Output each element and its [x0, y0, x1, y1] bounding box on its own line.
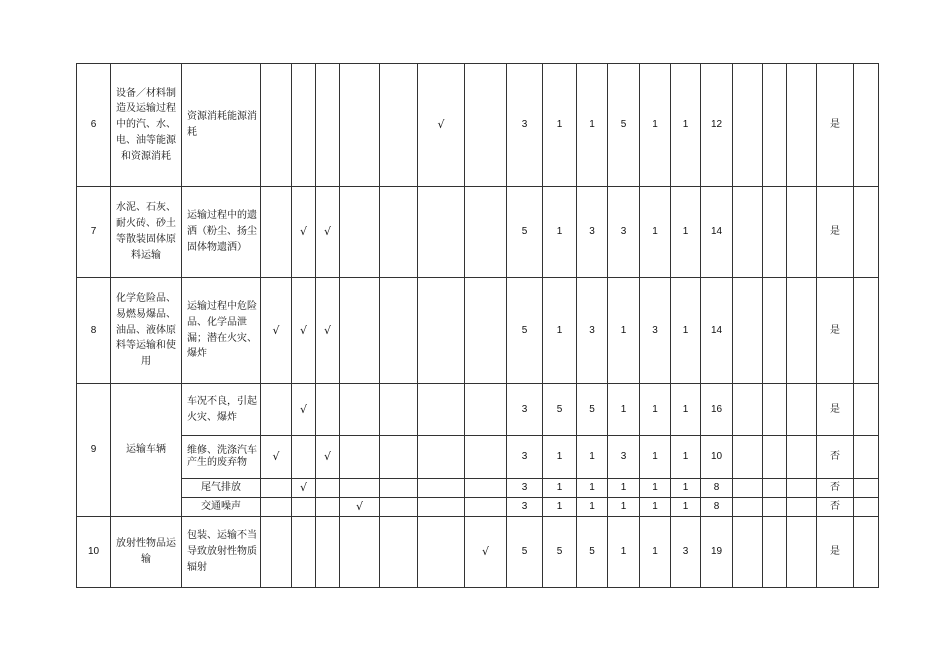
row-id: 8: [77, 278, 111, 384]
score-cell: 3: [507, 384, 543, 436]
empty-cell: [787, 436, 817, 479]
score-cell: 1: [640, 64, 671, 187]
row-id: 6: [77, 64, 111, 187]
category-mark: [763, 498, 787, 517]
category-mark: [380, 517, 418, 588]
score-cell: 1: [608, 517, 640, 588]
aspect-description: 资源消耗能源消耗: [182, 64, 261, 187]
category-mark: √: [316, 187, 340, 278]
category-mark: [763, 479, 787, 498]
category-mark: [380, 187, 418, 278]
row-id: 10: [77, 517, 111, 588]
category-mark: [292, 436, 316, 479]
score-cell: 1: [640, 517, 671, 588]
score-cell: 1: [671, 278, 701, 384]
score-cell: 1: [671, 498, 701, 517]
category-mark: √: [418, 64, 465, 187]
empty-cell: [854, 278, 879, 384]
category-mark: [340, 436, 380, 479]
category-mark: [465, 278, 507, 384]
category-mark: [380, 436, 418, 479]
table-row: [77, 517, 879, 588]
empty-cell: [787, 187, 817, 278]
category-mark: √: [316, 278, 340, 384]
score-cell: 1: [671, 64, 701, 187]
aspect-description: 运输过程中危险品、化学品泄漏；潜在火灾、爆炸: [182, 278, 261, 384]
category-mark: [733, 278, 763, 384]
category-mark: [465, 64, 507, 187]
category-mark: [340, 278, 380, 384]
category-mark: √: [292, 479, 316, 498]
empty-cell: [787, 64, 817, 187]
score-cell: 5: [507, 187, 543, 278]
category-mark: [465, 187, 507, 278]
category-mark: [763, 436, 787, 479]
activity-name: 放射性物品运输: [111, 517, 182, 588]
score-cell: 1: [671, 436, 701, 479]
score-cell: 5: [577, 517, 608, 588]
score-cell: 1: [543, 64, 577, 187]
score-cell: 5: [543, 384, 577, 436]
significance-flag: 否: [817, 436, 854, 479]
score-cell: 1: [671, 479, 701, 498]
category-mark: [418, 517, 465, 588]
score-cell: 1: [608, 498, 640, 517]
category-mark: [261, 64, 292, 187]
table-row: [77, 384, 879, 436]
category-mark: [733, 384, 763, 436]
score-cell: 1: [640, 384, 671, 436]
category-mark: √: [292, 278, 316, 384]
empty-cell: [787, 479, 817, 498]
score-cell: 1: [671, 187, 701, 278]
category-mark: [292, 498, 316, 517]
score-cell: 3: [577, 278, 608, 384]
category-mark: [763, 187, 787, 278]
aspect-description: 交通噪声: [182, 498, 261, 517]
category-mark: [418, 436, 465, 479]
score-cell: 1: [543, 498, 577, 517]
score-cell: 1: [640, 436, 671, 479]
score-cell: 1: [543, 436, 577, 479]
category-mark: [292, 517, 316, 588]
category-mark: [316, 384, 340, 436]
score-cell: 1: [640, 498, 671, 517]
score-cell: 5: [577, 384, 608, 436]
category-mark: [465, 436, 507, 479]
significance-flag: 是: [817, 384, 854, 436]
empty-cell: [787, 517, 817, 588]
category-mark: √: [261, 436, 292, 479]
score-cell: 1: [608, 278, 640, 384]
score-cell: 1: [543, 479, 577, 498]
category-mark: [733, 64, 763, 187]
category-mark: √: [340, 498, 380, 517]
empty-cell: [787, 498, 817, 517]
table-row: [77, 187, 879, 278]
category-mark: [465, 384, 507, 436]
total-score: 14: [701, 187, 733, 278]
significance-flag: 是: [817, 517, 854, 588]
category-mark: [380, 384, 418, 436]
score-cell: 3: [608, 436, 640, 479]
empty-cell: [854, 479, 879, 498]
score-cell: 5: [543, 517, 577, 588]
empty-cell: [854, 517, 879, 588]
category-mark: [261, 384, 292, 436]
category-mark: [733, 498, 763, 517]
category-mark: [340, 384, 380, 436]
score-cell: 1: [543, 278, 577, 384]
score-cell: 1: [640, 479, 671, 498]
category-mark: [418, 384, 465, 436]
activity-name: 化学危险品、易燃易爆品、油品、液体原料等运输和使用: [111, 278, 182, 384]
score-cell: 1: [608, 479, 640, 498]
category-mark: [418, 278, 465, 384]
activity-name: 运输车辆: [111, 384, 182, 517]
aspect-description: 维修、洗涤汽车产生的废弃物: [182, 436, 261, 479]
category-mark: [733, 436, 763, 479]
total-score: 8: [701, 479, 733, 498]
score-cell: 3: [577, 187, 608, 278]
empty-cell: [854, 498, 879, 517]
category-mark: [316, 517, 340, 588]
significance-flag: 是: [817, 278, 854, 384]
score-cell: 3: [507, 498, 543, 517]
category-mark: [763, 278, 787, 384]
category-mark: [261, 498, 292, 517]
aspect-description: 运输过程中的遗洒（粉尘、扬尘固体物遗洒）: [182, 187, 261, 278]
total-score: 12: [701, 64, 733, 187]
total-score: 10: [701, 436, 733, 479]
score-cell: 3: [507, 479, 543, 498]
category-mark: [380, 278, 418, 384]
table-row: [77, 498, 879, 517]
significance-flag: 否: [817, 498, 854, 517]
score-cell: 3: [507, 436, 543, 479]
table-row: [77, 479, 879, 498]
total-score: 19: [701, 517, 733, 588]
significance-flag: 是: [817, 64, 854, 187]
category-mark: √: [261, 278, 292, 384]
activity-name: 设备／材料制造及运输过程中的汽、水、电、油等能源和资源消耗: [111, 64, 182, 187]
category-mark: [316, 479, 340, 498]
category-mark: √: [292, 384, 316, 436]
total-score: 16: [701, 384, 733, 436]
category-mark: [418, 479, 465, 498]
score-cell: 1: [543, 187, 577, 278]
score-cell: 3: [608, 187, 640, 278]
score-cell: 5: [608, 64, 640, 187]
row-id: 7: [77, 187, 111, 278]
category-mark: [292, 64, 316, 187]
category-mark: [418, 187, 465, 278]
category-mark: [340, 187, 380, 278]
score-cell: 3: [640, 278, 671, 384]
category-mark: [380, 64, 418, 187]
category-mark: [316, 64, 340, 187]
category-mark: [733, 479, 763, 498]
score-cell: 1: [577, 479, 608, 498]
category-mark: [465, 498, 507, 517]
empty-cell: [854, 384, 879, 436]
score-cell: 1: [671, 384, 701, 436]
total-score: 14: [701, 278, 733, 384]
score-cell: 1: [608, 384, 640, 436]
category-mark: [465, 479, 507, 498]
aspect-description: 尾气排放: [182, 479, 261, 498]
table-row: [77, 436, 879, 479]
category-mark: [733, 187, 763, 278]
score-cell: 1: [577, 436, 608, 479]
category-mark: [340, 517, 380, 588]
category-mark: √: [292, 187, 316, 278]
category-mark: [316, 498, 340, 517]
category-mark: [261, 479, 292, 498]
score-cell: 1: [640, 187, 671, 278]
significance-flag: 是: [817, 187, 854, 278]
empty-cell: [854, 64, 879, 187]
empty-cell: [854, 436, 879, 479]
category-mark: √: [465, 517, 507, 588]
significance-flag: 否: [817, 479, 854, 498]
category-mark: [763, 384, 787, 436]
category-mark: [418, 498, 465, 517]
category-mark: [340, 479, 380, 498]
aspect-description: 包装、运输不当导致放射性物质辐射: [182, 517, 261, 588]
environmental-aspect-table: [76, 63, 879, 588]
category-mark: [340, 64, 380, 187]
category-mark: [380, 498, 418, 517]
empty-cell: [854, 187, 879, 278]
score-cell: 3: [507, 64, 543, 187]
score-cell: 5: [507, 278, 543, 384]
category-mark: [380, 479, 418, 498]
score-cell: 3: [671, 517, 701, 588]
score-cell: 5: [507, 517, 543, 588]
table-row: [77, 278, 879, 384]
total-score: 8: [701, 498, 733, 517]
category-mark: [763, 64, 787, 187]
category-mark: √: [316, 436, 340, 479]
empty-cell: [787, 384, 817, 436]
empty-cell: [787, 278, 817, 384]
category-mark: [261, 517, 292, 588]
score-cell: 1: [577, 498, 608, 517]
table-row: [77, 64, 879, 187]
category-mark: [733, 517, 763, 588]
category-mark: [763, 517, 787, 588]
category-mark: [261, 187, 292, 278]
aspect-description: 车况不良，引起火灾、爆炸: [182, 384, 261, 436]
activity-name: 水泥、石灰、耐火砖、砂土等散装固体原料运输: [111, 187, 182, 278]
row-id: 9: [77, 384, 111, 517]
score-cell: 1: [577, 64, 608, 187]
